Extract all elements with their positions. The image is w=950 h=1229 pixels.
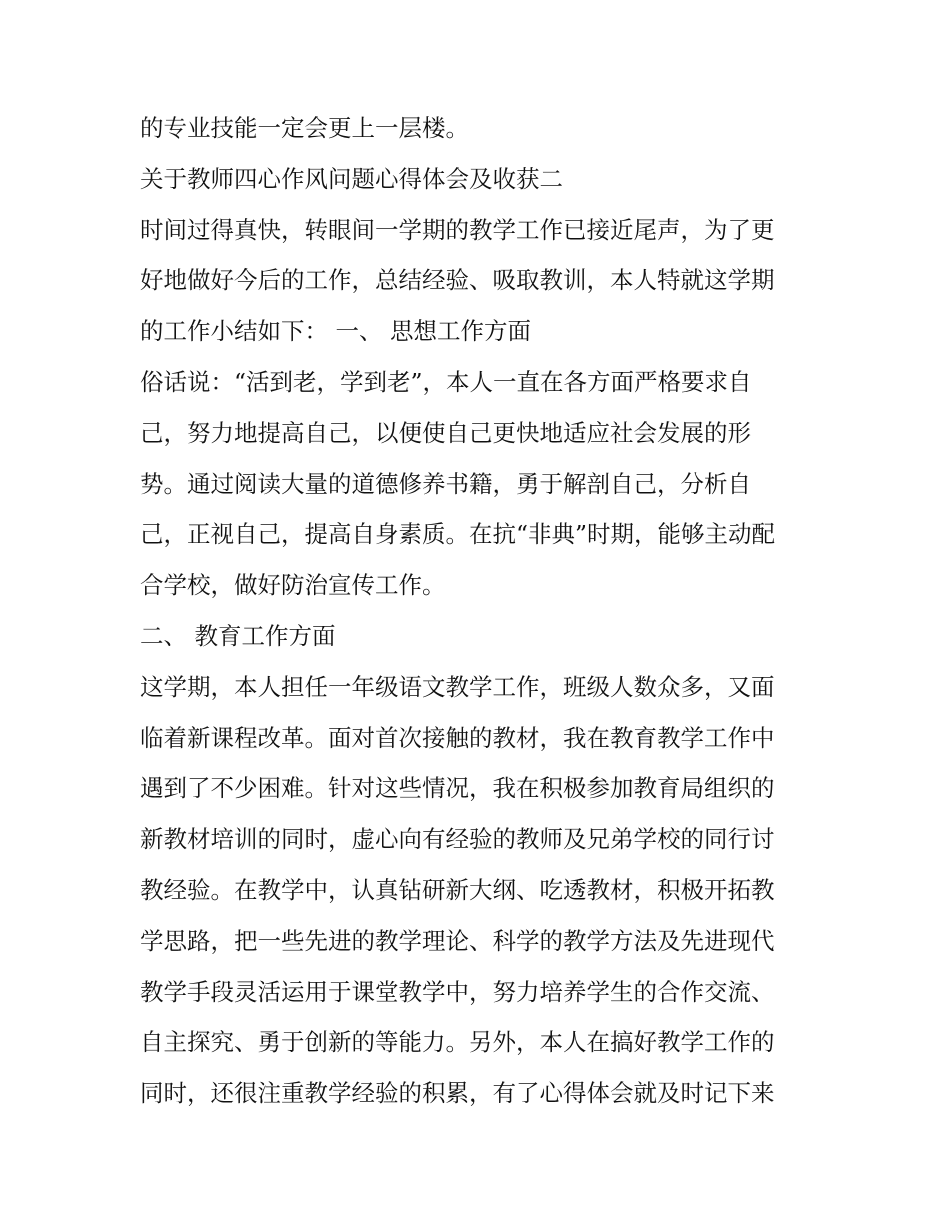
text-line: 己，正视自己，提高自身素质。在抗“非典”时期，能够主动配 <box>140 520 776 549</box>
text-line: 好地做好今后的工作，总结经验、吸取教训，本人特就这学期 <box>140 266 775 295</box>
text-line: 教学手段灵活运用于课堂教学中，努力培养学生的合作交流、 <box>140 977 775 1006</box>
text-line: 己，努力地提高自己，以便使自己更快地适应社会发展的形 <box>140 418 751 447</box>
section-title: 关于教师四心作风问题心得体会及收获二 <box>140 164 563 193</box>
text-line: 教经验。在教学中，认真钻研新大纲、吃透教材，积极开拓教 <box>140 875 775 904</box>
text-line: 这学期，本人担任一年级语文教学工作，班级人数众多，又面 <box>140 672 775 701</box>
document-page <box>140 103 830 1119</box>
text-line: 时间过得真快，转眼间一学期的教学工作已接近尾声，为了更 <box>140 215 775 244</box>
text-line: 合学校，做好防治宣传工作。 <box>140 571 446 600</box>
text-line: 的专业技能一定会更上一层楼。 <box>140 114 469 142</box>
text-line: 同时，还很注重教学经验的积累，有了心得体会就及时记下来 <box>140 1079 775 1108</box>
text-line: 学思路，把一些先进的教学理论、科学的教学方法及先进现代 <box>140 926 775 955</box>
section-heading: 二、 教育工作方面 <box>140 621 336 650</box>
text-line: 遇到了不少困难。针对这些情况，我在积极参加教育局组织的 <box>140 774 775 803</box>
text-line: 俗话说：“活到老，学到老”，本人一直在各方面严格要求自 <box>140 367 752 396</box>
text-line: 的工作小结如下： 一、 思想工作方面 <box>140 317 531 346</box>
text-line: 自主探究、勇于创新的等能力。另外，本人在搞好教学工作的 <box>140 1028 775 1057</box>
text-line: 新教材培训的同时，虚心向有经验的教师及兄弟学校的同行讨 <box>140 825 775 854</box>
text-line: 势。通过阅读大量的道德修养书籍，勇于解剖自己，分析自 <box>140 469 751 498</box>
text-line: 临着新课程改革。面对首次接触的教材，我在教育教学工作中 <box>140 723 775 752</box>
